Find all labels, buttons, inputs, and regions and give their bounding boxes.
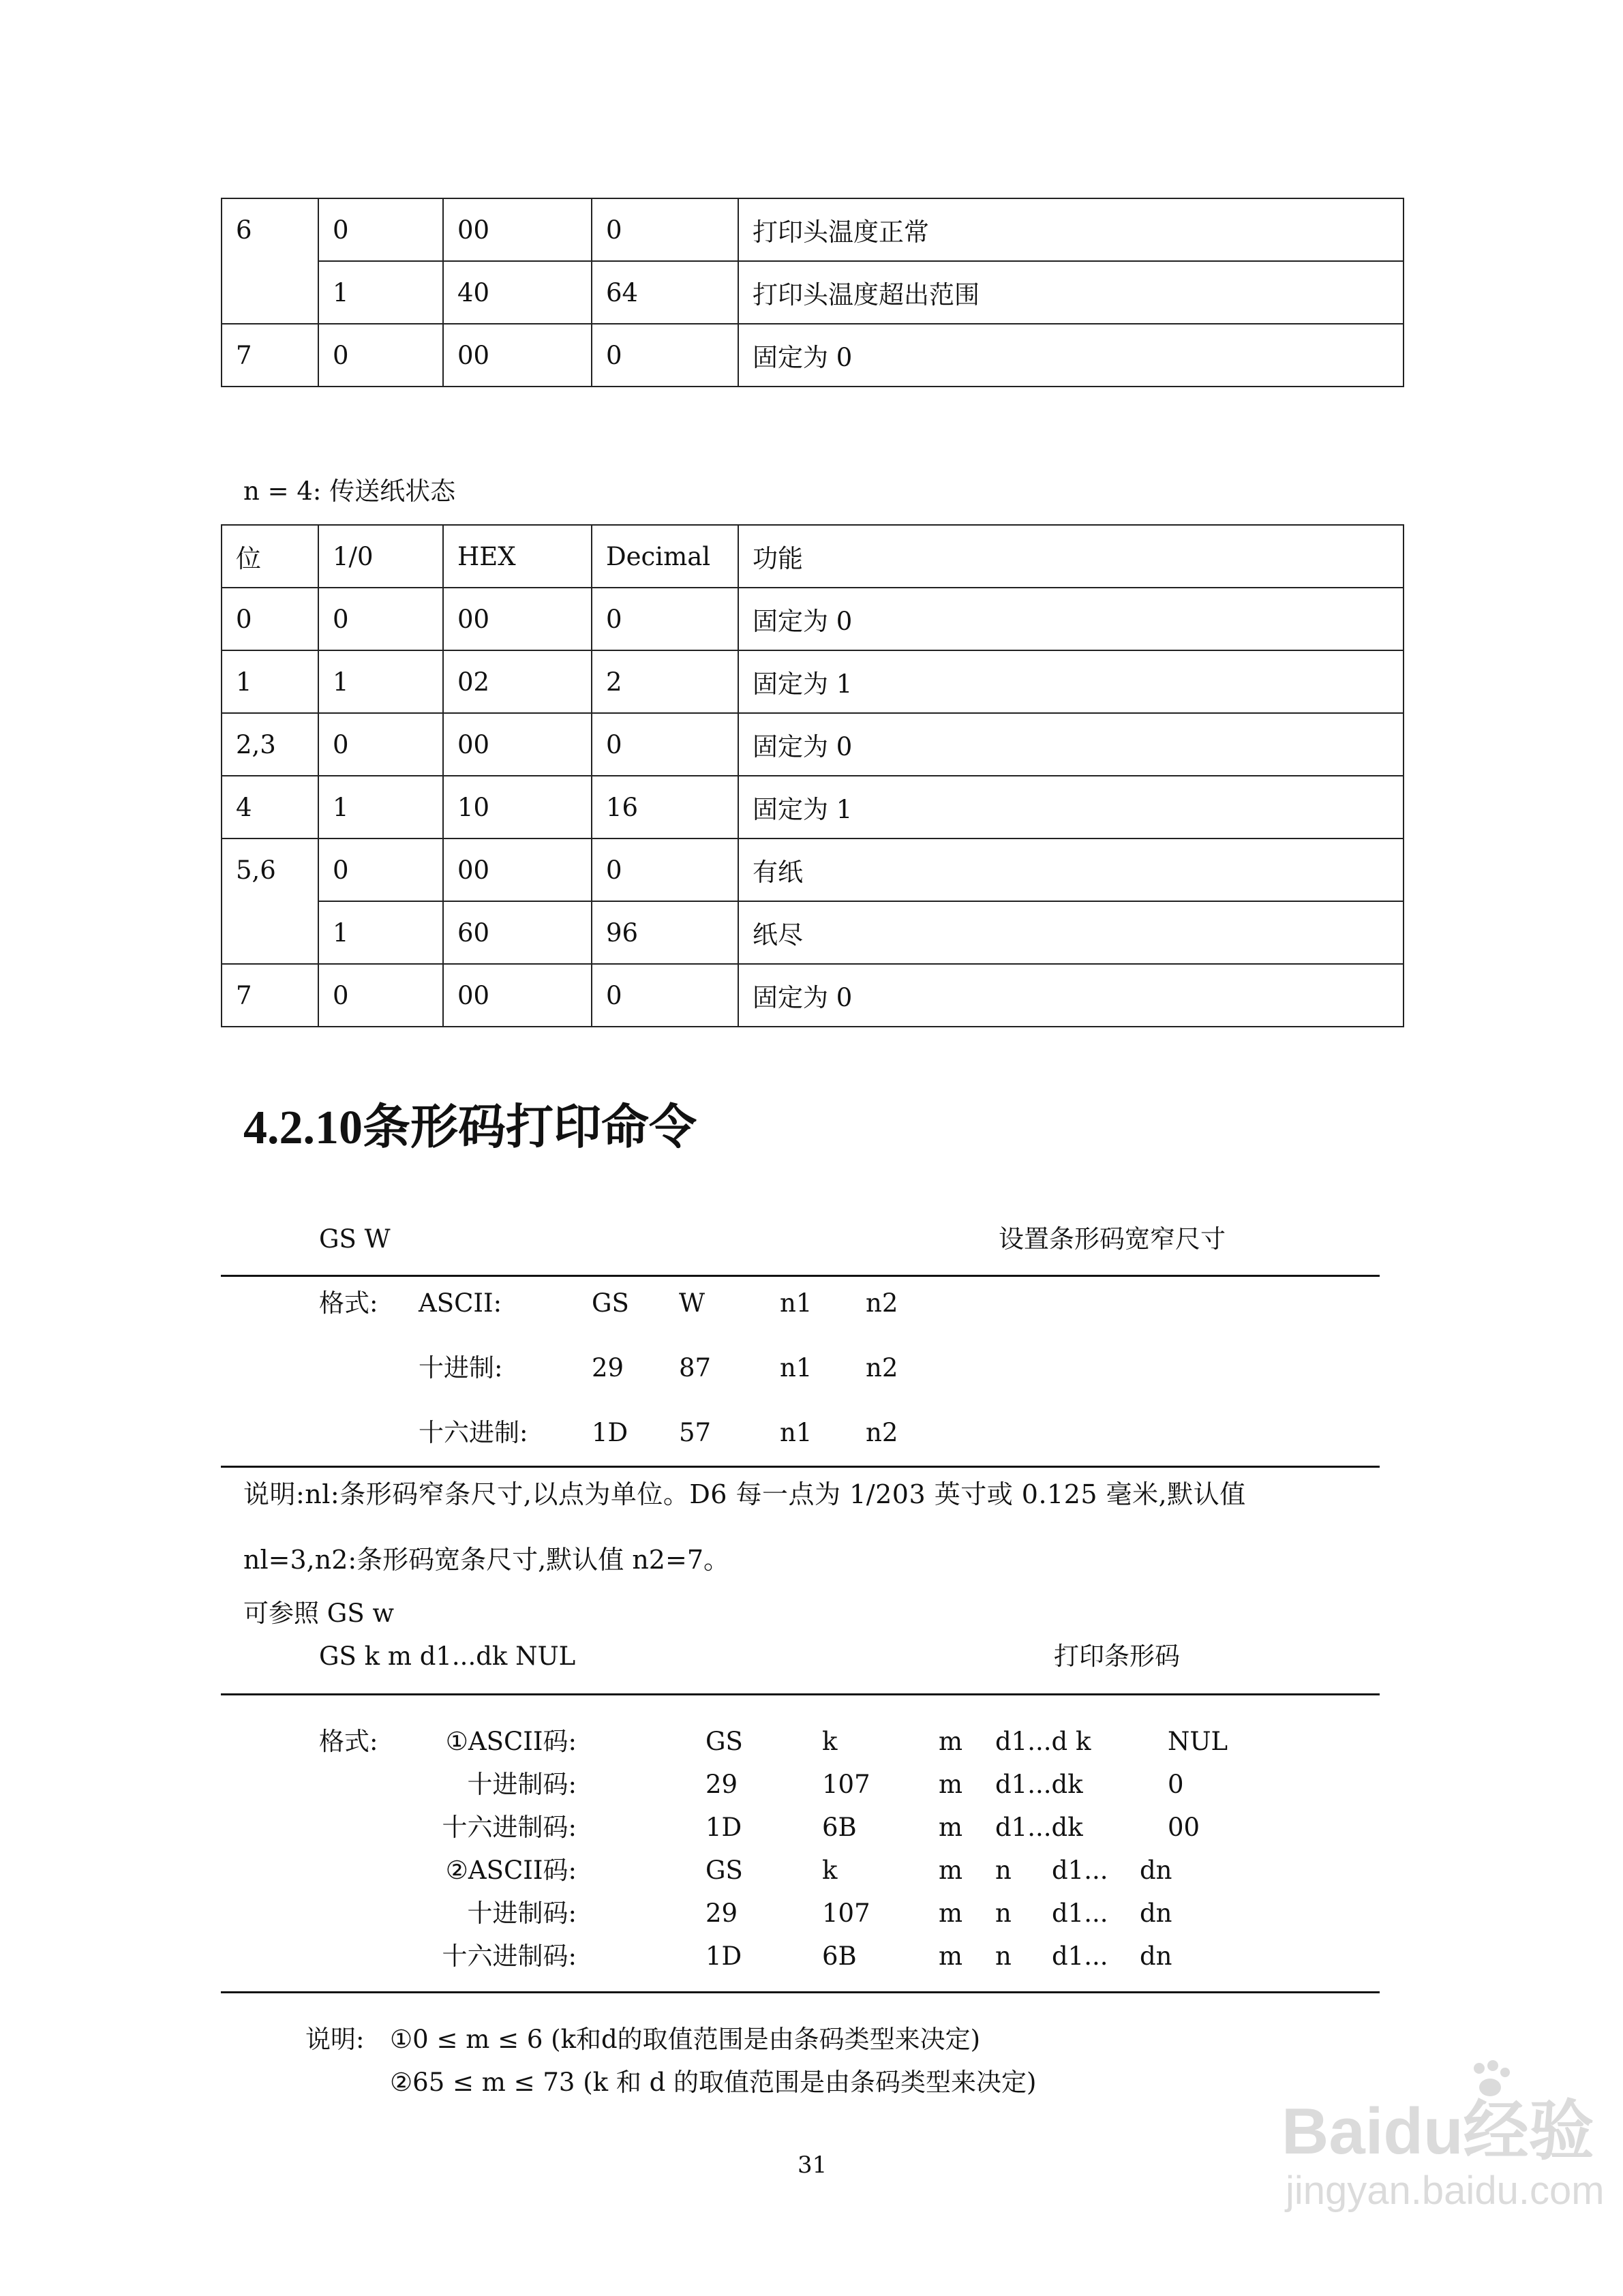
command-name: GS W [319, 1224, 391, 1254]
format-cell: 1D [592, 1418, 628, 1447]
cell-bit: 6 [222, 198, 318, 324]
section-label-n4: n = 4: 传送纸状态 [243, 477, 456, 506]
cell-hex: 00 [443, 839, 592, 901]
cell-bit: 4 [222, 776, 318, 839]
format-cell: NUL [1168, 1727, 1228, 1756]
cell-func: 固定为 0 [738, 324, 1404, 387]
cell-io: 0 [318, 588, 443, 650]
cell-hex: 00 [443, 588, 592, 650]
watermark [1281, 2079, 1605, 2229]
format-cell: m [939, 1899, 963, 1928]
table-row [222, 776, 1404, 839]
note-line: ②65 ≤ m ≤ 73 (k 和 d 的取值范围是由条码类型来决定) [390, 2068, 1037, 2097]
cell-bit: 7 [222, 964, 318, 1027]
format-cell: n [995, 1899, 1012, 1928]
format-cell: k [822, 1856, 838, 1885]
cell-dec: 0 [592, 713, 738, 776]
format-cell: n1 [780, 1353, 813, 1383]
cell-func: 固定为 1 [738, 650, 1404, 713]
reference-note: 可参照 GS w [243, 1599, 395, 1628]
table-row [222, 650, 1404, 713]
format-row-label: 十进制码: [467, 1770, 577, 1799]
format-cell: 00 [1168, 1813, 1200, 1842]
format-row-label: 十六进制码: [442, 1942, 577, 1971]
note-line: ①0 ≤ m ≤ 6 (k和d的取值范围是由条码类型来决定) [390, 2025, 981, 2054]
format-cell: k [822, 1727, 838, 1756]
format-cell: d1... [1052, 1942, 1108, 1971]
cell-dec: 0 [592, 588, 738, 650]
format-cell: W [679, 1288, 706, 1318]
format-row-label: ②ASCII码: [445, 1856, 577, 1885]
cell-dec: 16 [592, 776, 738, 839]
header-hex: HEX [443, 525, 592, 588]
format-cell: n2 [866, 1418, 898, 1447]
table-row [222, 713, 1404, 776]
cell-hex: 10 [443, 776, 592, 839]
format-cell: n1 [780, 1418, 813, 1447]
format-cell: GS [706, 1727, 743, 1756]
format-cell: d1... [1052, 1899, 1108, 1928]
divider [221, 1466, 1380, 1468]
cell-bit: 7 [222, 324, 318, 387]
format-cell: GS [592, 1288, 629, 1318]
cell-hex: 00 [443, 324, 592, 387]
format-cell: GS [706, 1856, 743, 1885]
command-description: 设置条形码宽窄尺寸 [999, 1224, 1226, 1254]
cell-dec: 96 [592, 901, 738, 964]
watermark-url: jingyan.baidu.com [1286, 2169, 1605, 2213]
cell-dec: 0 [592, 324, 738, 387]
cell-hex: 40 [443, 261, 592, 324]
format-cell: m [939, 1856, 963, 1885]
format-cell: n2 [866, 1288, 898, 1318]
table-row [222, 839, 1404, 901]
format-cell: dn [1140, 1856, 1172, 1885]
format-row-label: ①ASCII码: [445, 1727, 577, 1756]
format-cell: 1D [706, 1813, 742, 1842]
format-cell: 107 [822, 1899, 870, 1928]
cell-bit: 5,6 [222, 839, 318, 964]
cell-bit: 1 [222, 650, 318, 713]
command-name: GS k m d1...dk NUL [319, 1642, 576, 1671]
format-cell: m [939, 1727, 963, 1756]
format-cell: dn [1140, 1942, 1172, 1971]
format-cell: 1D [706, 1942, 742, 1971]
format-cell: 29 [706, 1770, 738, 1799]
format-cell: n2 [866, 1353, 898, 1383]
format-row-label: 十进制: [419, 1353, 503, 1383]
paw-icon [1466, 2059, 1513, 2100]
divider [221, 1991, 1380, 1993]
format-label: 格式: [319, 1288, 378, 1318]
format-cell: 29 [592, 1353, 624, 1383]
table-row [222, 901, 1404, 964]
divider [221, 1693, 1380, 1695]
format-row-label: 十进制码: [467, 1899, 577, 1928]
cell-io: 0 [318, 713, 443, 776]
header-dec: Decimal [592, 525, 738, 588]
cell-dec: 0 [592, 839, 738, 901]
format-cell: 0 [1168, 1770, 1184, 1799]
format-cell: d1...dk [995, 1813, 1083, 1842]
format-cell: d1...d k [995, 1727, 1091, 1756]
cell-io: 1 [318, 901, 443, 964]
format-cell: n [995, 1942, 1012, 1971]
cell-io: 1 [318, 261, 443, 324]
format-row-label: 十六进制: [419, 1418, 528, 1447]
cell-hex: 02 [443, 650, 592, 713]
note-label: 说明: [305, 2025, 365, 2054]
cell-io: 0 [318, 324, 443, 387]
cell-func: 有纸 [738, 839, 1404, 901]
format-cell: 6B [822, 1942, 857, 1971]
cell-io: 0 [318, 964, 443, 1027]
status-table-continued [221, 198, 1404, 387]
format-cell: 57 [679, 1418, 712, 1447]
section-heading: 4.2.10条形码打印命令 [243, 1102, 697, 1154]
cell-dec: 64 [592, 261, 738, 324]
table-row [222, 588, 1404, 650]
format-cell: 6B [822, 1813, 857, 1842]
cell-func: 固定为 1 [738, 776, 1404, 839]
format-cell: d1...dk [995, 1770, 1083, 1799]
cell-hex: 00 [443, 964, 592, 1027]
cell-func: 固定为 0 [738, 713, 1404, 776]
note-line: 说明:nl:条形码窄条尺寸,以点为单位。D6 每一点为 1/203 英寸或 0.125 毫米,默认值 [243, 1479, 1246, 1509]
format-cell: n1 [780, 1288, 813, 1318]
watermark-logo: Baidu经验 [1281, 2095, 1594, 2168]
table-row [222, 964, 1404, 1027]
format-cell: dn [1140, 1899, 1172, 1928]
cell-hex: 00 [443, 198, 592, 261]
cell-dec: 0 [592, 198, 738, 261]
page-number: 31 [798, 2151, 828, 2179]
format-cell: 107 [822, 1770, 870, 1799]
table-row [222, 198, 1404, 261]
cell-func: 固定为 0 [738, 964, 1404, 1027]
cell-bit: 2,3 [222, 713, 318, 776]
format-cell: m [939, 1770, 963, 1799]
cell-func: 打印头温度超出范围 [738, 261, 1404, 324]
table-header-row [222, 525, 1404, 588]
cell-bit: 0 [222, 588, 318, 650]
format-cell: 87 [679, 1353, 712, 1383]
format-cell: d1... [1052, 1856, 1108, 1885]
cell-hex: 00 [443, 713, 592, 776]
header-func: 功能 [738, 525, 1404, 588]
cell-dec: 2 [592, 650, 738, 713]
paper-status-table [221, 524, 1404, 1027]
cell-io: 1 [318, 776, 443, 839]
cell-func: 打印头温度正常 [738, 198, 1404, 261]
format-row-label: 十六进制码: [442, 1813, 577, 1842]
cell-func: 固定为 0 [738, 588, 1404, 650]
cell-io: 0 [318, 198, 443, 261]
cell-hex: 60 [443, 901, 592, 964]
format-cell: m [939, 1942, 963, 1971]
divider [221, 1275, 1380, 1277]
cell-func: 纸尽 [738, 901, 1404, 964]
header-bit: 位 [222, 525, 318, 588]
command-description: 打印条形码 [1054, 1642, 1180, 1671]
table-row [222, 324, 1404, 387]
format-cell: m [939, 1813, 963, 1842]
note-line: nl=3,n2:条形码宽条尺寸,默认值 n2=7。 [243, 1545, 730, 1575]
cell-io: 0 [318, 839, 443, 901]
header-io: 1/0 [318, 525, 443, 588]
format-cell: 29 [706, 1899, 738, 1928]
format-row-label: ASCII: [419, 1288, 502, 1318]
cell-dec: 0 [592, 964, 738, 1027]
table-row [222, 261, 1404, 324]
cell-io: 1 [318, 650, 443, 713]
format-cell: n [995, 1856, 1012, 1885]
format-label: 格式: [319, 1727, 378, 1756]
